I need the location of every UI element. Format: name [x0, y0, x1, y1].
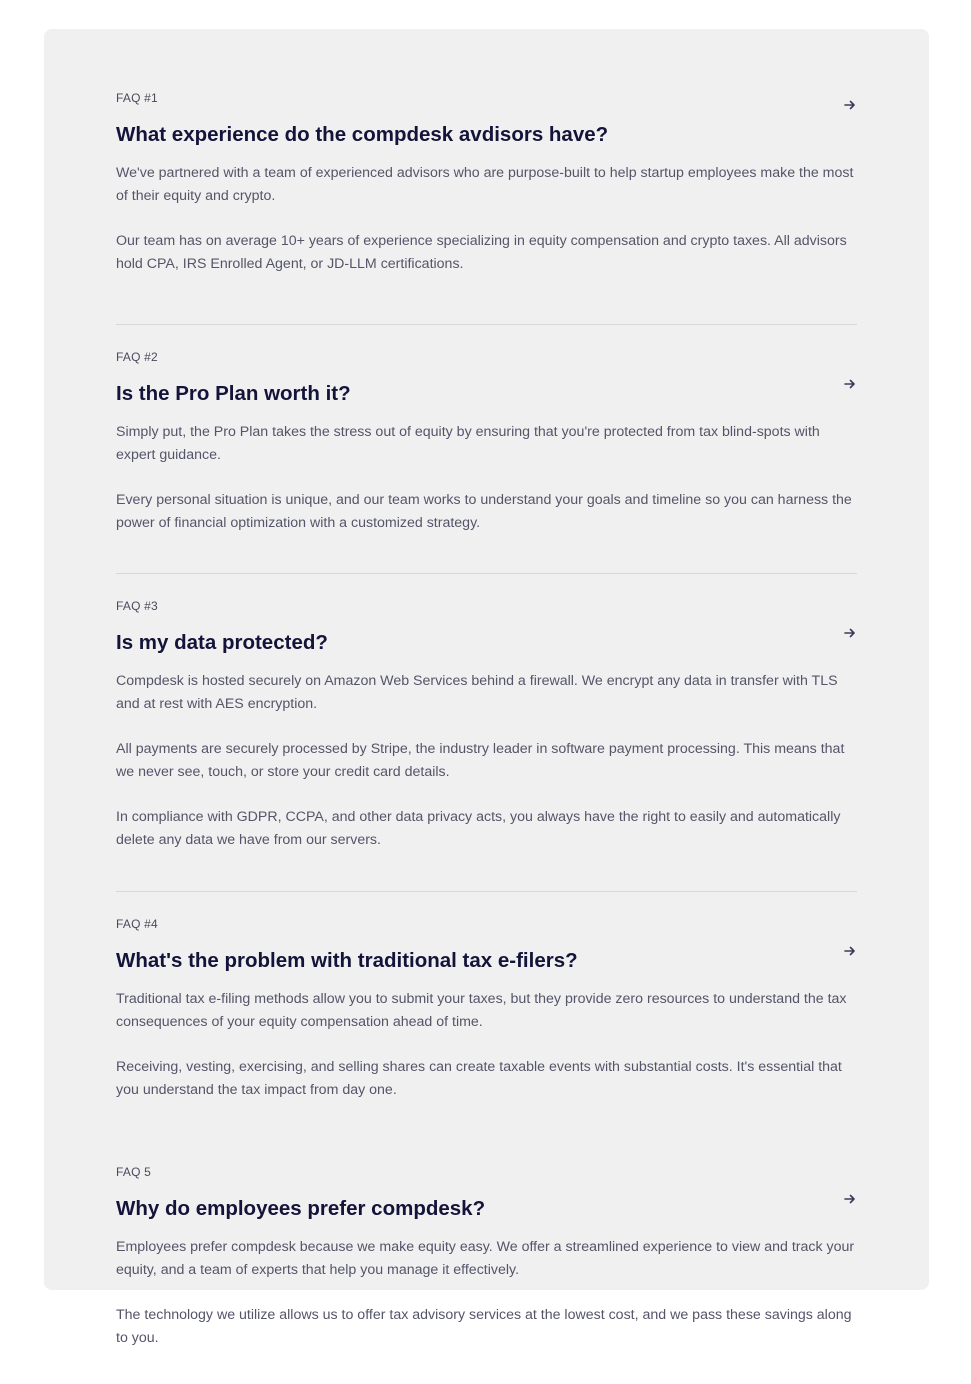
faq-answer: We've partnered with a team of experienced advisors who are purpose-built to help startup employees make the most of their equity and crypto. — [116, 165, 854, 204]
faq-answer: Compdesk is hosted securely on Amazon Web Services behind a firewall. We encrypt any data in transfer with TLS and at rest with AES encryption. — [116, 673, 838, 712]
faq-panel — [44, 29, 929, 1346]
faq-item-3[interactable] — [116, 598, 857, 892]
faq-question: Is my data protected? — [116, 631, 328, 654]
faq-label: FAQ #2 — [116, 350, 158, 364]
faq-label: FAQ 5 — [116, 1165, 152, 1179]
faq-answer: In compliance with GDPR, CCPA, and other data privacy acts, you always have the right to easily and automatically delete any data we have from our servers. — [116, 809, 841, 848]
faq-answer: Simply put, the Pro Plan takes the stress out of equity by ensuring that you're protected from tax blind-spots with expert guidance. — [116, 424, 820, 463]
arrow-right-icon[interactable] — [843, 944, 857, 958]
arrow-right-icon[interactable] — [843, 1192, 857, 1206]
faq-answer: All payments are securely processed by Stripe, the industry leader in software payment processing. This means that we never see, touch, or store your credit card details. — [116, 741, 845, 780]
faq-answer: Receiving, vesting, exercising, and selling shares can create taxable events with substantial costs. It's essential that you understand the tax impact from day one. — [116, 1059, 842, 1098]
arrow-right-icon[interactable] — [843, 377, 857, 391]
faq-label: FAQ #1 — [116, 91, 158, 105]
faq-answer: Every personal situation is unique, and our team works to understand your goals and timeline so you can harness the power of financial optimization with a customized strategy. — [116, 492, 852, 531]
faq-answer: Traditional tax e-filing methods allow you to submit your taxes, but they provide zero resources to understand the tax consequences of your equity compensation ahead of time. — [116, 991, 847, 1030]
faq-item-5[interactable] — [116, 1164, 857, 1384]
faq-item-4[interactable] — [116, 916, 857, 1140]
faq-answer: Employees prefer compdesk because we make equity easy. We offer a streamlined experience to view and track your equity, and a team of experts that help you manage it effectively. — [116, 1239, 855, 1278]
faq-answer: Our team has on average 10+ years of experience specializing in equity compensation and crypto taxes. All advisors hold CPA, IRS Enrolled Agent, or JD-LLM certifications. — [116, 233, 847, 272]
arrow-right-icon[interactable] — [843, 626, 857, 640]
faq-question: Why do employees prefer compdesk? — [116, 1197, 486, 1220]
faq-question: What's the problem with traditional tax e-filers? — [116, 949, 578, 972]
faq-item-1[interactable] — [116, 90, 857, 325]
faq-answer: The technology we utilize allows us to offer tax advisory services at the lowest cost, and we pass these savings along to you. — [116, 1307, 852, 1346]
faq-question: What experience do the compdesk avdisors have? — [116, 123, 609, 146]
arrow-right-icon[interactable] — [843, 98, 857, 112]
faq-question: Is the Pro Plan worth it? — [116, 382, 351, 405]
faq-label: FAQ #3 — [116, 599, 158, 613]
faq-label: FAQ #4 — [116, 917, 158, 931]
faq-item-2[interactable] — [116, 349, 857, 574]
